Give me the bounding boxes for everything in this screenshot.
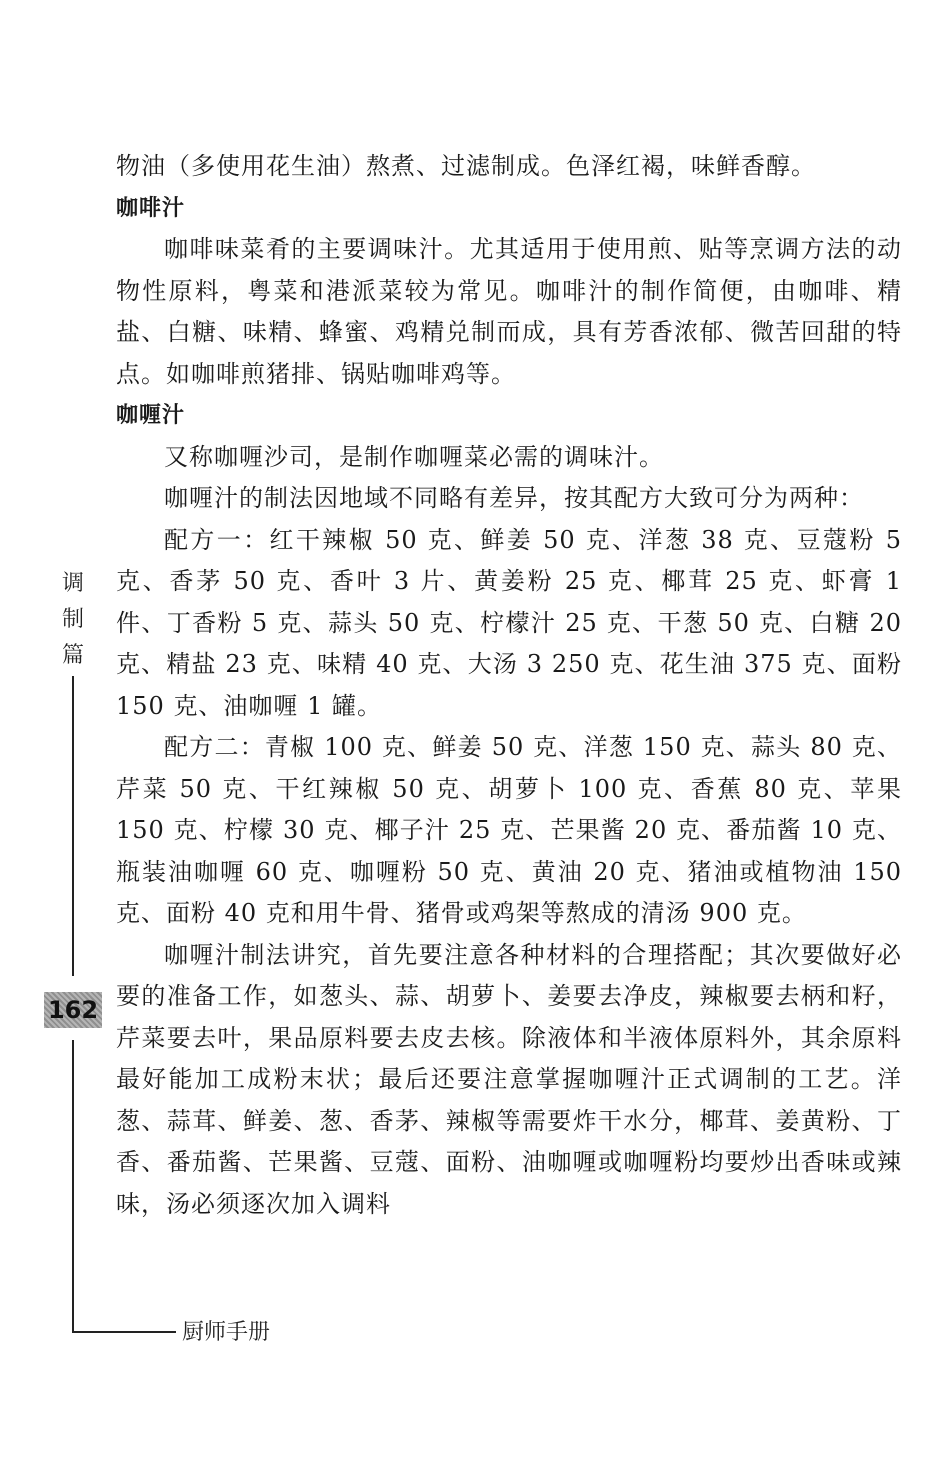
paragraph-curry-variants: 咖喱汁的制法因地域不同略有差异，按其配方大致可分为两种： (164, 484, 864, 512)
footer-book-title: 厨师手册 (182, 1320, 271, 1345)
paragraph-curry-alias: 又称咖喱沙司，是制作咖喱菜必需的调味汁。 (164, 442, 664, 471)
footer-rule (72, 1331, 176, 1333)
margin-rule-lower (72, 1040, 74, 1332)
paragraph-continuation: 物油（多使用花生油）熬煮、过滤制成。色泽红褐，味鲜香醇。 (116, 152, 816, 180)
heading-coffee-sauce: 咖啡汁 (116, 195, 186, 221)
paragraph-recipe-one: 配方一：红干辣椒 50 克、鲜姜 50 克、洋葱 38 克、豆蔻粉 5 克、香茅 50 克、香叶 3 片、黄姜粉 25 克、椰茸 25 克、虾膏 1 件、丁香粉 5 克、蒜头 50 克、柠檬汁 25 克、干葱 50 克、白糖 20 克、精盐 23 克、味精 40 克、大汤 3 250 克、花生油 375 克、面粉 150 克、油咖喱 1 罐。 (116, 525, 902, 720)
section-label-char: 调 (61, 571, 84, 596)
paragraph-curry-method: 咖喱汁制法讲究，首先要注意各种材料的合理搭配；其次要做好必要的准备工作，如葱头、蒜、胡萝卜、姜要去净皮，辣椒要去柄和籽，芹菜要去叶，果品原料要去皮去核。除液体和半液体原料外，其余原料最好能加工成粉末状；最后还要注意掌握咖喱汁正式调制的工艺。洋葱、蒜茸、鲜姜、葱、香茅、辣椒等需要炸干水分，椰茸、姜黄粉、丁香、番茄酱、芒果酱、豆蔻、面粉、油咖喱或咖喱粉均要炒出香味或辣味，汤必须逐次加入调料 (116, 940, 902, 1218)
section-label-char: 篇 (61, 643, 84, 668)
page-number: 162 (44, 992, 102, 1028)
section-label-char: 制 (61, 607, 84, 632)
section-label (60, 566, 86, 674)
paragraph-coffee-sauce: 咖啡味菜肴的主要调味汁。尤其适用于使用煎、贴等烹调方法的动物性原料，粤菜和港派菜较为常见。咖啡汁的制作简便，由咖啡、精盐、白糖、味精、蜂蜜、鸡精兑制而成，具有芳香浓郁、微苦回甜的特点。如咖啡煎猪排、锅贴咖啡鸡等。 (116, 235, 902, 388)
heading-curry-sauce: 咖喱汁 (116, 403, 186, 428)
main-text (116, 146, 902, 1225)
paragraph-recipe-two: 配方二：青椒 100 克、鲜姜 50 克、洋葱 150 克、蒜头 80 克、芹菜 50 克、干红辣椒 50 克、胡萝卜 100 克、香蕉 80 克、苹果 150 克、柠檬 30 克、椰子汁 25 克、芒果酱 20 克、番茄酱 10 克、瓶装油咖喱 60 克、咖喱粉 50 克、黄油 20 克、猪油或植物油 150 克、面粉 40 克和用牛骨、猪骨或鸡架等熬成的清汤 900 克。 (116, 733, 902, 927)
margin-rule-upper (72, 676, 74, 976)
